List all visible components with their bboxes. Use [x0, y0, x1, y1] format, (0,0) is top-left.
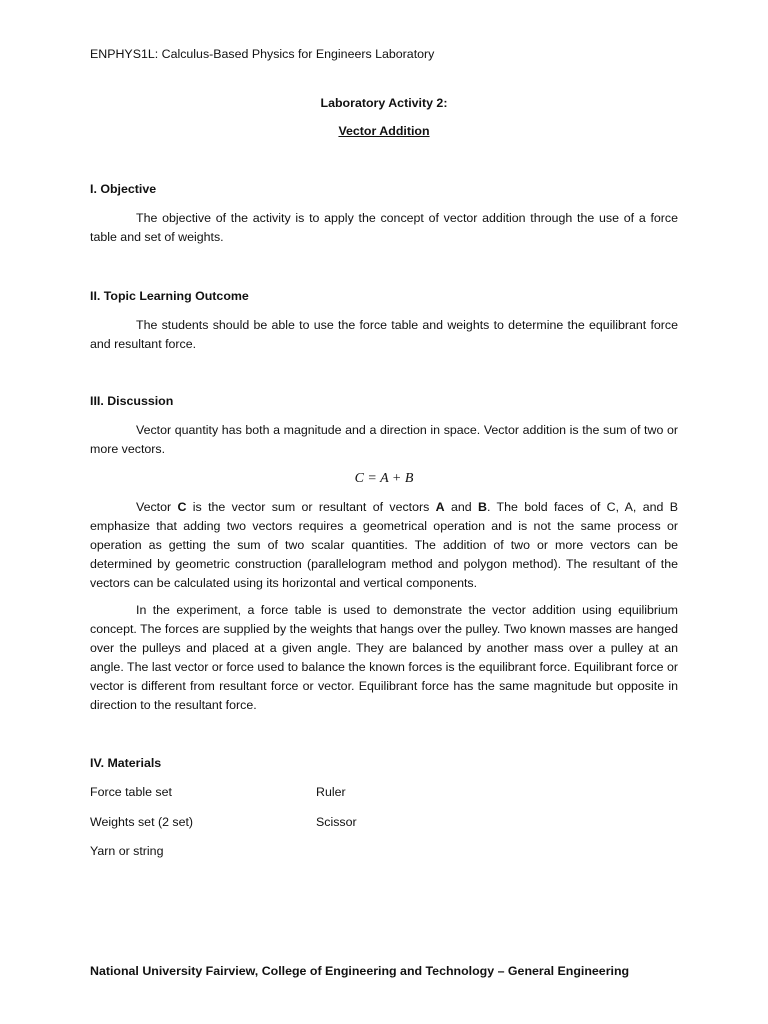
p2-text-e: . The bold faces of C, A, and B emphasize that adding two vectors requires a geometrical operation and is not the same process or operation as getting the sum of two scalar quantities. The addition of two or more vectors can be determined by geometric construction (parallelogram method and polygon method). The resultant of the vectors can be calculated using its horizontal and vertical components. — [90, 500, 679, 590]
discussion-paragraph-1: Vector quantity has both a magnitude and a direction in space. Vector addition is the sum of two or more vectors. — [90, 423, 678, 456]
material-item: Yarn or string — [90, 844, 164, 858]
material-item: Scissor — [316, 815, 357, 829]
activity-title: Laboratory Activity 2: — [320, 96, 448, 110]
objective-text: The objective of the activity is to apply the concept of vector addition through the use of a force table and set of weights. — [90, 211, 678, 244]
objective-heading: I. Objective — [90, 182, 157, 196]
p2-bold-b: B — [478, 500, 487, 514]
page-footer: National University Fairview, College of Engineering and Technology – General Engineering — [90, 964, 630, 978]
discussion-paragraph-2 — [90, 498, 678, 593]
material-item: Weights set (2 set) — [90, 815, 194, 829]
material-item: Ruler — [316, 785, 346, 799]
vector-equation: C = A + B — [354, 471, 414, 486]
material-item: Force table set — [90, 785, 172, 799]
p2-text-a: Vector — [136, 500, 178, 514]
materials-heading: IV. Materials — [90, 756, 162, 770]
outcome-text: The students should be able to use the force table and weights to determine the equilibrant force and resultant force. — [90, 318, 678, 351]
outcome-heading: II. Topic Learning Outcome — [90, 289, 249, 303]
discussion-heading: III. Discussion — [90, 394, 174, 408]
activity-topic: Vector Addition — [338, 124, 430, 138]
p2-bold-c: C — [177, 500, 187, 514]
course-header: ENPHYS1L: Calculus-Based Physics for Engineers Laboratory — [90, 47, 435, 61]
p2-bold-a: A — [435, 500, 445, 514]
p2-text-d: and — [444, 500, 478, 514]
discussion-paragraph-3: In the experiment, a force table is used to demonstrate the vector addition using equilibrium concept. The forces are supplied by the weights that hangs over the pulley. Two known masses are hanged over the pulleys and placed at a given angle. They are balanced by another mass over a pulley at an angle. The last vector or force used to balance the known forces is the equilibrant force. Equilibrant force or vector is different from resultant force or vector. Equilibrant force has the same magnitude but opposite in direction to the resultant force. — [90, 603, 678, 712]
p2-text-c: is the vector sum or resultant of vectors — [186, 500, 436, 514]
